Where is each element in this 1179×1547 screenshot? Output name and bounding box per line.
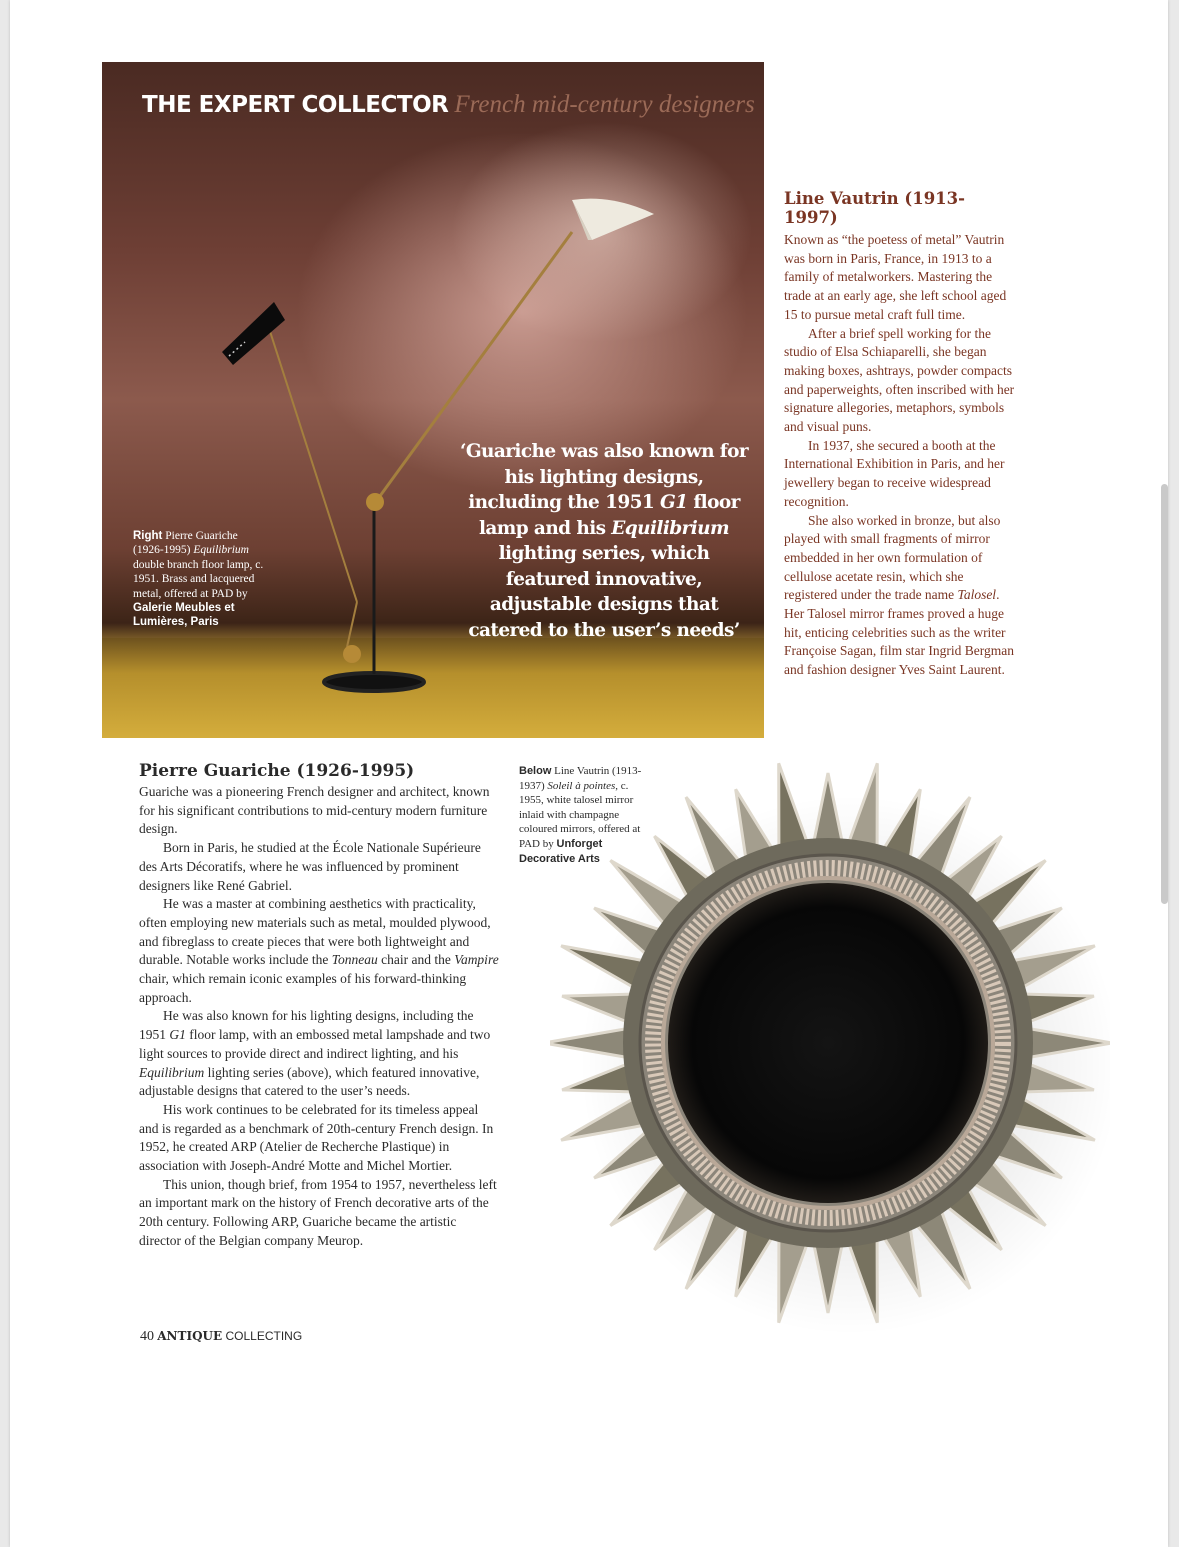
page-number: 40 (140, 1329, 154, 1344)
pull-quote-text: floor lamp and his (478, 492, 740, 539)
paragraph: This union, though brief, from 1954 to 1957, nevertheless left an important mark on the history of French decorative arts of the 20th century. Following ARP, Guariche became the artistic director of the Belgian company Meurop. (139, 1176, 497, 1248)
paragraph-italic: Tonneau (331, 952, 378, 968)
paragraph-italic: Vampire (454, 952, 499, 968)
paragraph: Born in Paris, he studied at the École Nationale Supérieure des Arts Décoratifs, where he was influenced by prominent designers like René Gabriel. (139, 840, 481, 893)
pull-quote-italic: Equilibrium (611, 517, 730, 539)
caption-text: , c. 1955, white talosel mirror inlaid with champagne coloured mirrors, offered at PAD by (519, 779, 641, 850)
magazine-name-part1: ANTIQUE (157, 1329, 223, 1343)
section-header (142, 90, 755, 120)
paragraph-italic: Talosel (957, 587, 997, 603)
paragraph-italic: G1 (169, 1027, 186, 1043)
hero-caption (133, 529, 271, 630)
paragraph (139, 1007, 499, 1101)
paragraph-text: chair, which remain iconic examples of his forward-thinking approach. (139, 971, 467, 1005)
section-title: THE EXPERT COLLECTOR (142, 92, 449, 118)
vautrin-heading: Line Vautrin (1913-1997) (784, 189, 965, 227)
paragraph: His work continues to be celebrated for its timeless appeal and is regarded as a benchmark of 20th-century French design. In 1952, he created ARP (Atelier de Recherche Plastique) in association with Joseph-André Motte and Michel Mortier. (139, 1101, 494, 1174)
paragraph: After a brief spell working for the studio of Elsa Schiaparelli, she began making boxes, ashtrays, powder compacts and paperweights, often inscribed with her signature allegories, metaphors, symbols and visual puns. (784, 325, 1015, 435)
paragraph-text: He was also known for his lighting designs, including the 1951 (139, 1008, 474, 1043)
sun-mirror-photo (550, 745, 1110, 1345)
pull-quote-text: ‘Guariche was also known for his lighting designs, including the 1951 (459, 441, 749, 513)
paragraph: Known as “the poetess of metal” Vautrin was born in Paris, France, in 1913 to a family of metalworkers. Mastering the trade at an early age, she left school aged 15 to pursue metal craft full time. (784, 232, 1007, 322)
paragraph-text: He was a master at combining aesthetics with practicality, often employing new materials such as metal, moulded plywood, and fibreglass to create pieces that were both lightweight and durable. Notable works include the (139, 896, 491, 968)
caption-work-title: Soleil à pointes (547, 779, 616, 792)
page-folio (140, 1327, 302, 1346)
paragraph (139, 895, 499, 1007)
paragraph: In 1937, she secured a booth at the International Exhibition in Paris, and her jewellery began to receive widespread recognition. (784, 437, 1005, 509)
caption-work-title: Equilibrium (193, 544, 249, 557)
vautrin-article (784, 231, 1016, 680)
paragraph: Guariche was a pioneering French designer and architect, known for his significant contributions to mid-century modern furniture design. (139, 784, 490, 837)
pull-quote-italic: G1 (660, 492, 688, 513)
paragraph-text: . Her Talosel mirror frames proved a huge hit, enticing celebrities such as the writer Françoise Sagan, film star Ingrid Bergman and fashion designer Yves Saint Laurent. (784, 587, 1014, 678)
pull-quote-text: lighting series, which featured innovative, adjustable designs that catered to the user’s needs’ (468, 543, 740, 641)
caption-lead: Below (519, 765, 552, 777)
caption-text: Line Vautrin (1913-1937) (519, 765, 642, 792)
paragraph-italic: Equilibrium (139, 1064, 205, 1080)
section-subtitle: French mid-century designers (454, 91, 755, 118)
vertical-scrollbar[interactable] (1161, 484, 1168, 904)
guariche-article (139, 783, 499, 1251)
hero-photo-floor-lamp (102, 62, 764, 738)
paragraph-text: lighting series (above), which featured innovative, adjustable designs that catered to the user’s needs. (139, 1064, 480, 1099)
paragraph-text: floor lamp, with an embossed metal lampshade and two light sources to provide direct and indirect lighting, and his (139, 1027, 491, 1061)
caption-lead: Right (133, 530, 163, 542)
caption-text: Pierre Guariche (1926-1995) (133, 530, 238, 557)
pull-quote (457, 439, 751, 643)
caption-dealer: Unforget Decorative Arts (519, 837, 603, 865)
magazine-name-part2: COLLECTING (222, 1329, 303, 1343)
paragraph-text: She also worked in bronze, but also played with small fragments of mirror embedded in her own formulation of cellulose acetate resin, which she registered under the trade name (784, 512, 1001, 603)
paragraph-text: chair and the (377, 952, 455, 968)
guariche-heading: Pierre Guariche (1926-1995) (139, 761, 415, 781)
paragraph (784, 512, 1016, 680)
caption-dealer: Galerie Meubles et Lumières, Paris (133, 602, 235, 629)
caption-text: double branch floor lamp, c. 1951. Brass and lacquered metal, offered at PAD by (133, 558, 264, 600)
magazine-page (10, 0, 1168, 1547)
